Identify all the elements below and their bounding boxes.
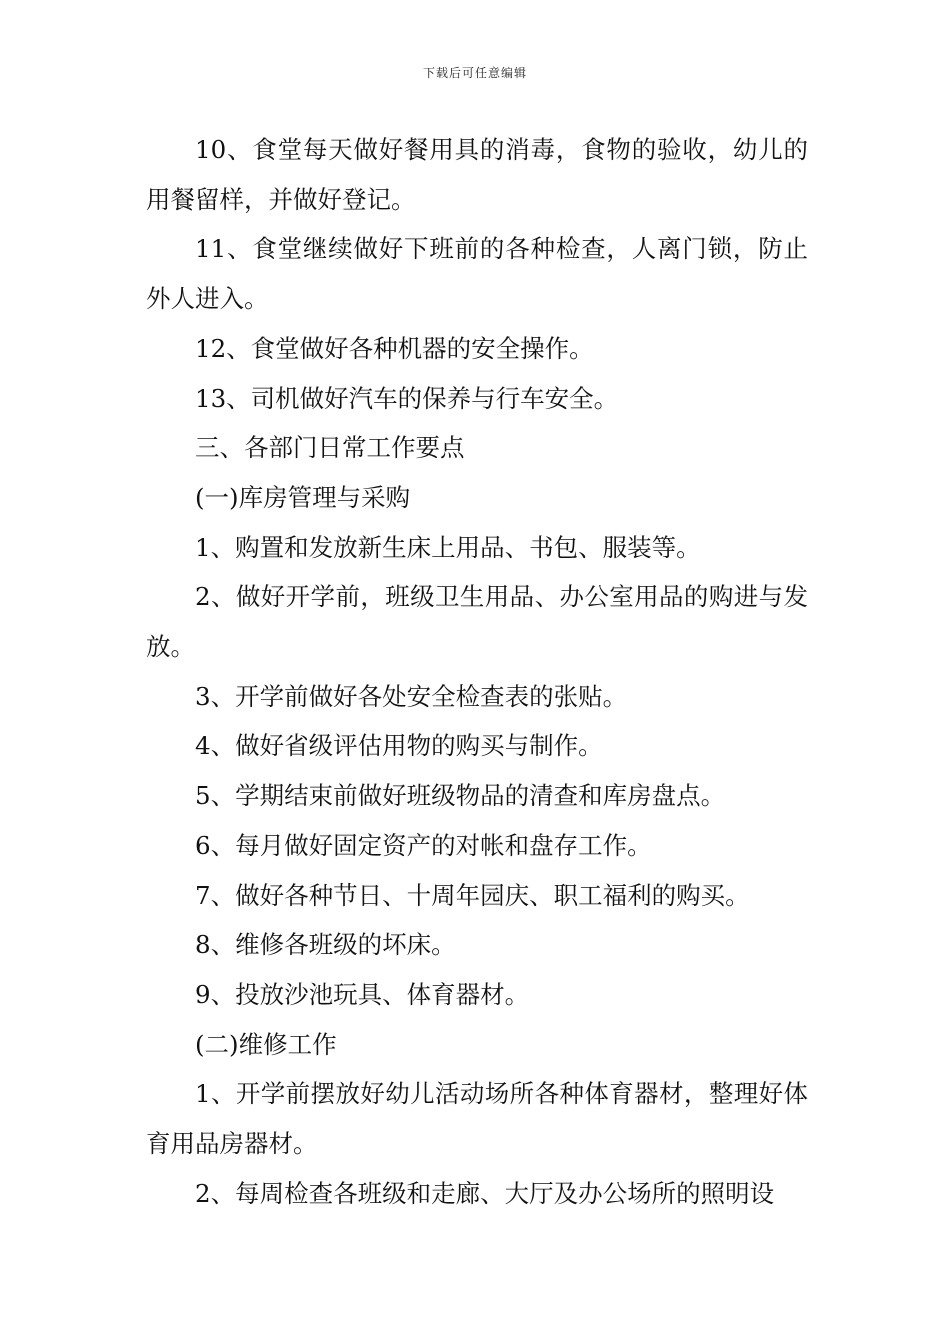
list-item: 4、做好省级评估用物的购买与制作。	[195, 731, 603, 761]
paragraph-10: 10、食堂每天做好餐用具的消毒，食物的验收，幼儿的用餐留样，并做好登记。	[146, 135, 808, 214]
section-heading-3: 三、各部门日常工作要点	[195, 433, 465, 463]
list-item: 2、每周检查各班级和走廊、大厅及办公场所的照明设	[195, 1178, 775, 1208]
list-item: 1、购置和发放新生床上用品、书包、服装等。	[195, 532, 701, 562]
paragraph-12: 12、食堂做好各种机器的安全操作。	[195, 333, 594, 363]
paragraph-11: 11、食堂继续做好下班前的各种检查，人离门锁，防止外人进入。	[146, 234, 808, 314]
list-item: 7、做好各种节日、十周年园庆、职工福利的购买。	[195, 880, 750, 910]
paragraph-13: 13、司机做好汽车的保养与行车安全。	[195, 383, 619, 413]
subsection-heading-2: (二)维修工作	[195, 1029, 337, 1059]
document-body	[146, 125, 808, 1218]
list-item: 3、开学前做好各处安全检查表的张贴。	[195, 681, 628, 711]
list-item: 5、学期结束前做好班级物品的清查和库房盘点。	[195, 781, 726, 811]
list-item: 9、投放沙池玩具、体育器材。	[195, 979, 530, 1009]
list-item: 6、每月做好固定资产的对帐和盘存工作。	[195, 830, 652, 860]
list-item: 1、开学前摆放好幼儿活动场所各种体育器材，整理好体育用品房器材。	[146, 1079, 808, 1159]
list-item: 8、维修各班级的坏床。	[195, 930, 456, 960]
subsection-heading-1: (一)库房管理与采购	[195, 482, 411, 512]
list-item: 2、做好开学前，班级卫生用品、办公室用品的购进与发放。	[146, 582, 808, 662]
page-header: 下载后可任意编辑	[422, 66, 527, 80]
